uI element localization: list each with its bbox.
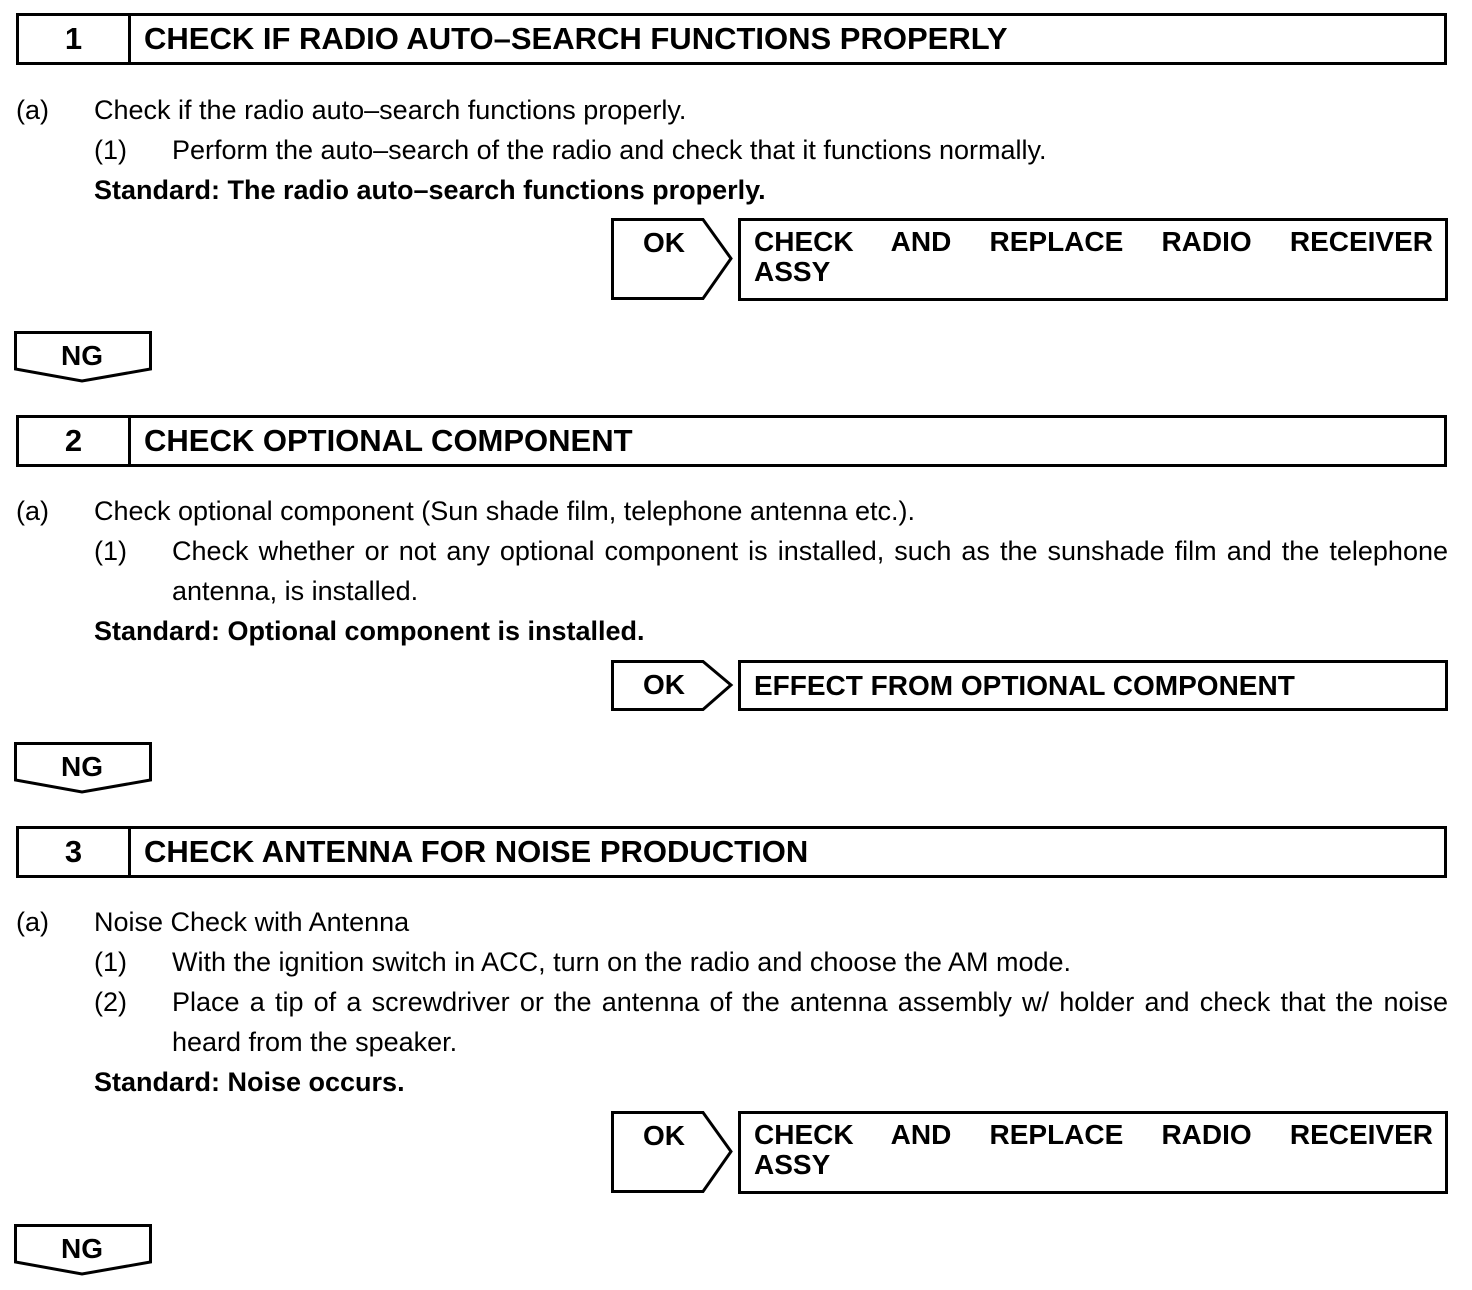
step-1-item-a-marker: (a) [16, 95, 49, 125]
step-2-header [16, 415, 1447, 467]
step-3-sub-1-marker: (1) [94, 947, 127, 977]
step-1-number: 1 [19, 16, 131, 62]
step-1-header [16, 13, 1447, 65]
step-2-item-a-text: Check optional component (Sun shade film, telephone antenna etc.). [94, 496, 916, 526]
step-3-ok-result-line2: ASSY [754, 1149, 831, 1180]
step-2-title: CHECK OPTIONAL COMPONENT [144, 423, 633, 458]
step-2-number: 2 [19, 418, 131, 464]
step-1-ok-result-line2: ASSY [754, 256, 831, 287]
step-3-ok-result-line1: CHECK AND REPLACE RADIO RECEIVER [754, 1119, 1433, 1150]
step-3-header [16, 826, 1447, 878]
step-3-number: 3 [19, 829, 131, 875]
step-1-sub-1-marker: (1) [94, 135, 127, 165]
step-3-ok-label: OK [643, 1120, 685, 1151]
step-1-title: CHECK IF RADIO AUTO–SEARCH FUNCTIONS PROPERLY [144, 21, 1008, 56]
step-1-ok-label: OK [643, 227, 685, 258]
step-1-item-a-text: Check if the radio auto–search functions properly. [94, 95, 687, 125]
step-3-sub-1-text: With the ignition switch in ACC, turn on the radio and choose the AM mode. [172, 947, 1071, 977]
step-2-item-a-marker: (a) [16, 496, 49, 526]
step-3-ng-label: NG [61, 1233, 103, 1264]
step-3-item-a-marker: (a) [16, 907, 49, 937]
step-1-sub-1-text: Perform the auto–search of the radio and check that it functions normally. [172, 135, 1047, 165]
step-1-standard: Standard: The radio auto–search functions properly. [94, 175, 766, 205]
step-3-title: CHECK ANTENNA FOR NOISE PRODUCTION [144, 834, 809, 869]
step-1-ng-label: NG [61, 340, 103, 371]
step-3-standard: Standard: Noise occurs. [94, 1067, 405, 1097]
step-2-ok-label: OK [643, 669, 685, 700]
step-2-ok-result [738, 660, 1448, 711]
step-2-ng-label: NG [61, 751, 103, 782]
step-3-ok-result [738, 1111, 1448, 1194]
step-2-standard: Standard: Optional component is installed. [94, 616, 645, 646]
step-3-sub-2-text: Place a tip of a screwdriver or the antenna of the antenna assembly w/ holder and check that the noise heard from the speaker. [172, 987, 1448, 1057]
step-2-ok-result-text: EFFECT FROM OPTIONAL COMPONENT [754, 670, 1295, 701]
step-2-sub-1-marker: (1) [94, 536, 127, 566]
step-1-ok-result-line1: CHECK AND REPLACE RADIO RECEIVER [754, 226, 1433, 257]
step-2-sub-1-text: Check whether or not any optional component is installed, such as the sunshade film and the telephone antenna, is installed. [172, 536, 1448, 606]
step-3-sub-2-marker: (2) [94, 987, 127, 1017]
step-1-ok-result [738, 218, 1448, 301]
step-3-item-a-text: Noise Check with Antenna [94, 907, 410, 937]
